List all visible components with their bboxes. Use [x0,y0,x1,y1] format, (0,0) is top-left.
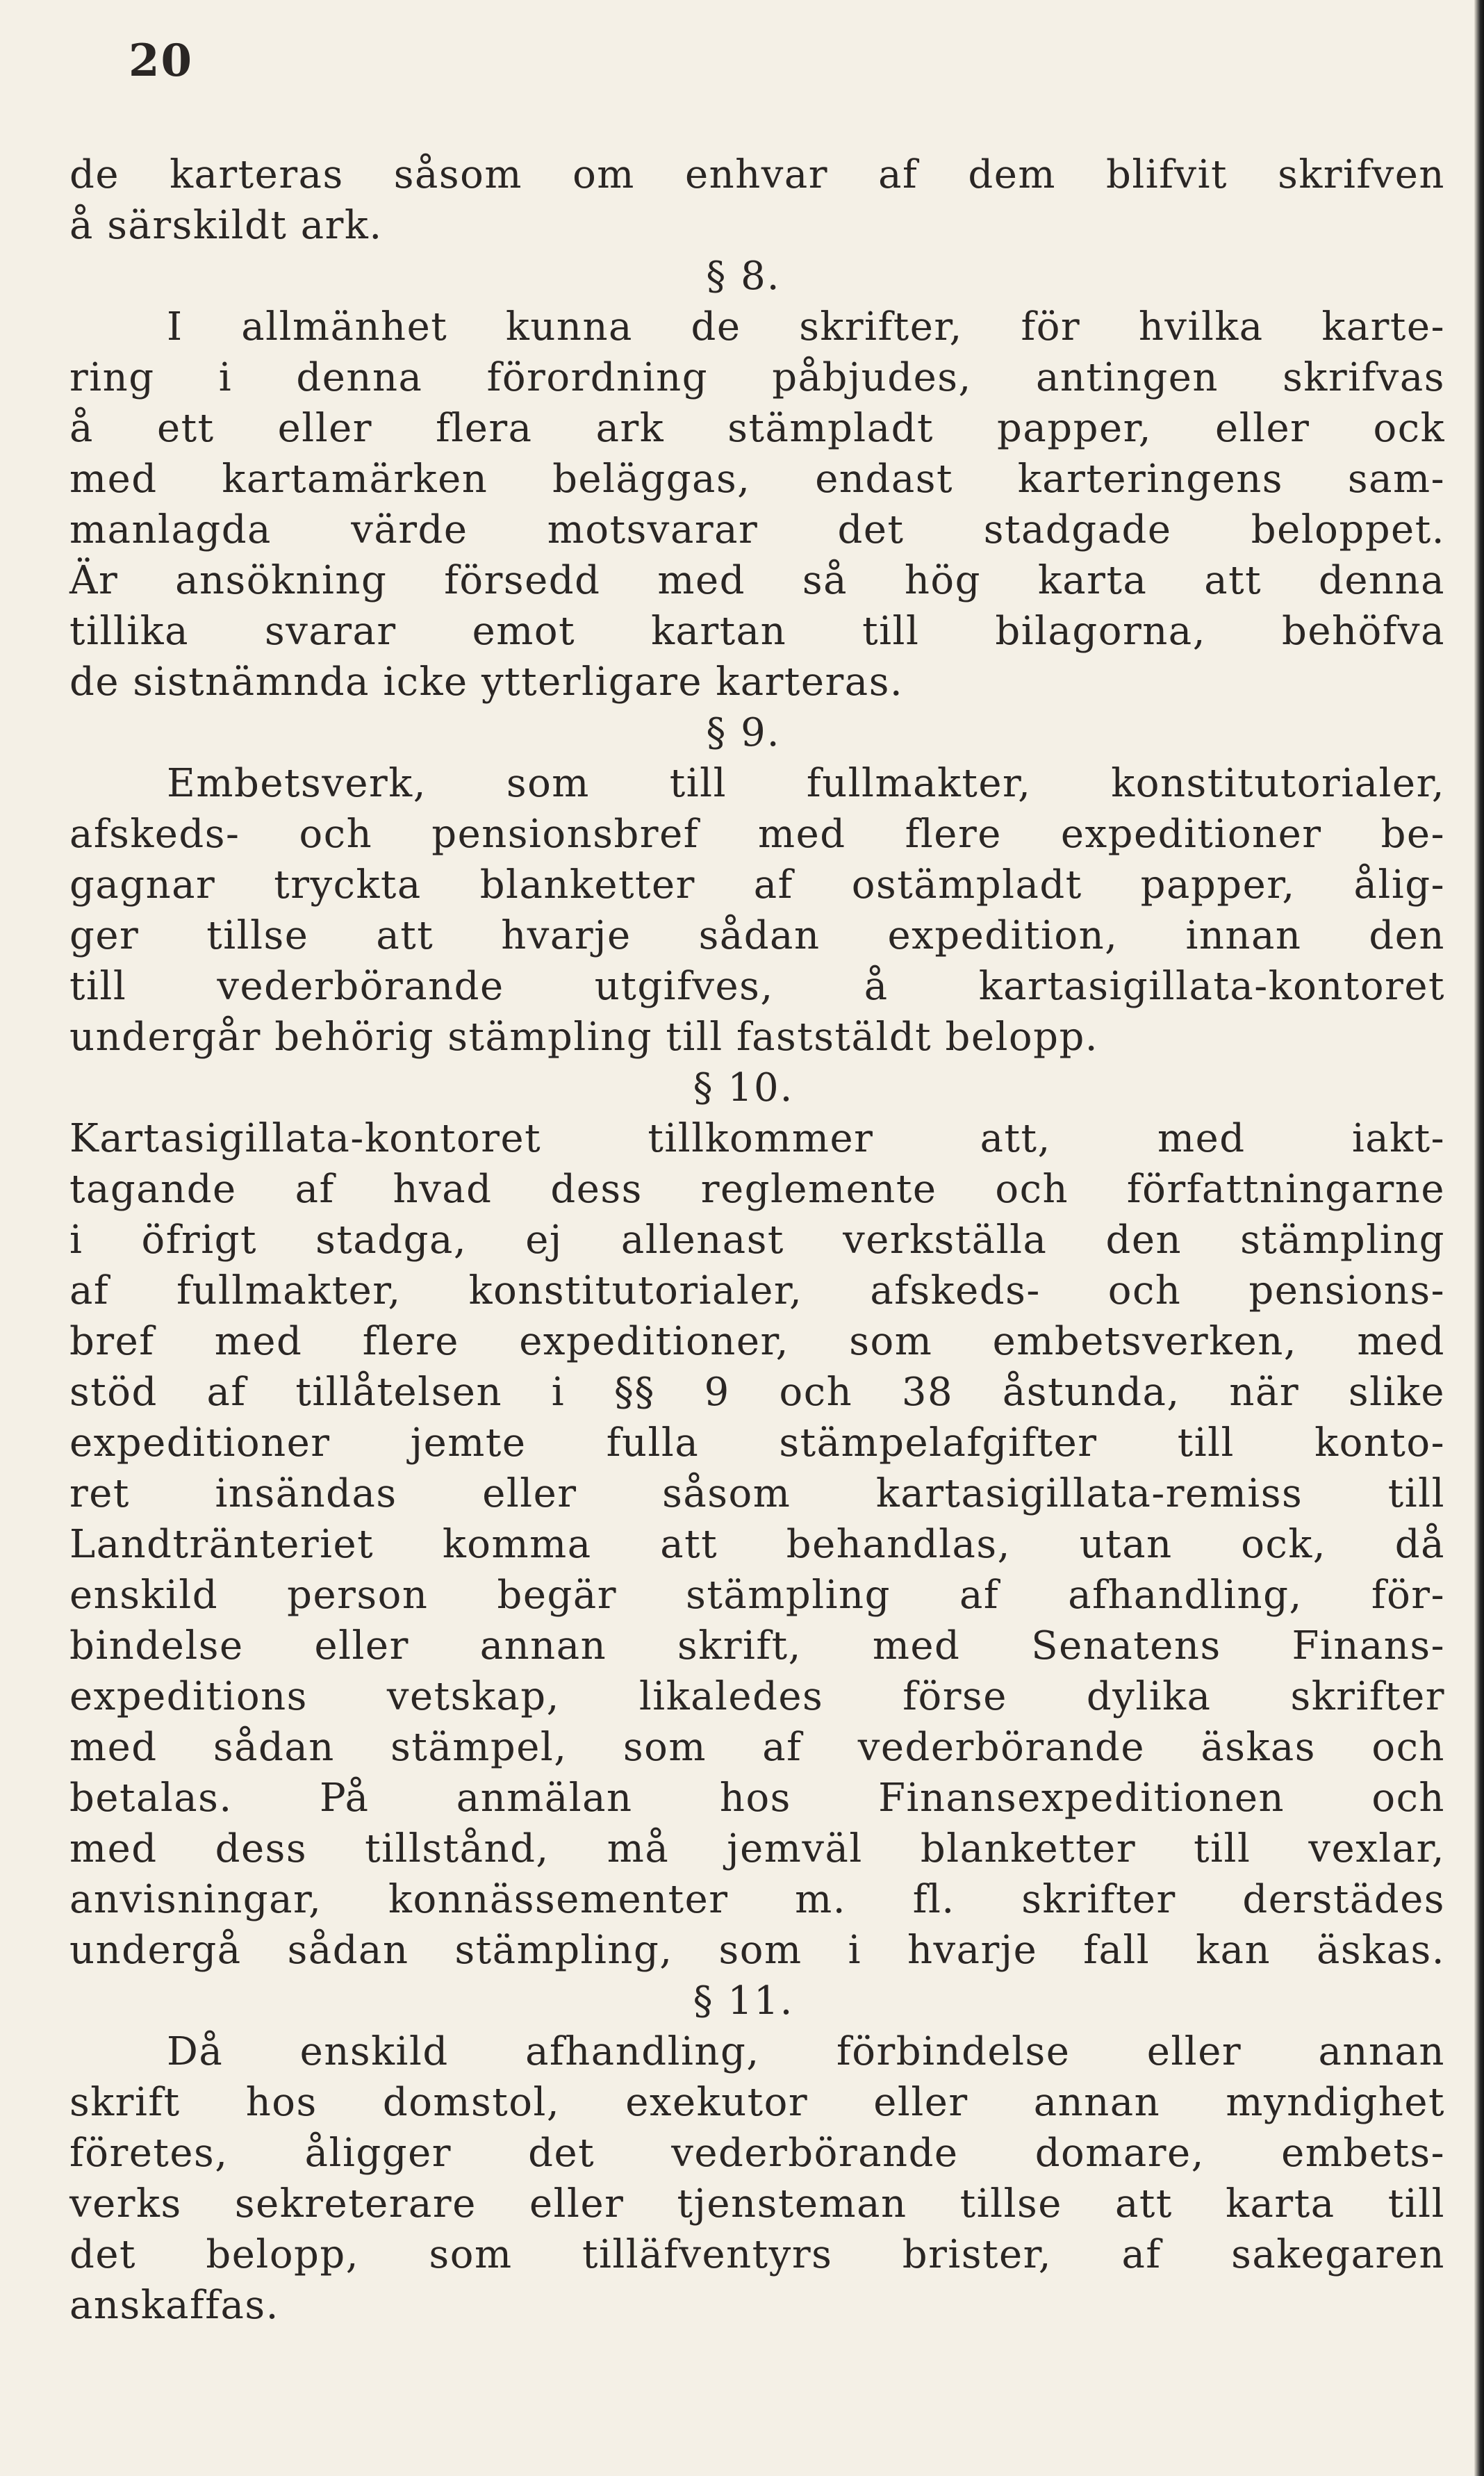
text-line: med sådan stämpel, som af vederbörande äskas och [69,1725,1445,1770]
text-line: tagande af hvad dess reglemente och författningarne [69,1167,1445,1212]
text-line: enskild person begär stämpling af afhandling, för- [69,1573,1445,1618]
section-11 [69,1976,1445,2331]
text-line: med dess tillstånd, må jemväl blanketter till vexlar, [69,1826,1445,1871]
text-line: undergår behörig stämpling till faststäldt belopp. [69,1015,1099,1060]
text-line: verks sekreterare eller tjensteman tillse att karta till [69,2181,1445,2227]
text-line: undergå sådan stämpling, som i hvarje fall kan äskas. [69,1928,1445,1973]
section-heading: § 8. [706,254,781,299]
text-line: af fullmakter, konstitutorialer, afskeds- och pensions- [69,1268,1445,1313]
text-line: expeditioner jemte fulla stämpelafgifter till konto- [69,1420,1445,1466]
section-heading: § 10. [693,1065,794,1110]
text-line: bindelse eller annan skrift, med Senatens Finans- [69,1623,1445,1669]
page-edge-shadow [1474,0,1484,2476]
text-line: Kartasigillata-kontoret tillkommer att, med iakt- [69,1116,1445,1161]
text-line: stöd af tillåtelsen i §§ 9 och 38 åstunda, när slike [69,1370,1445,1415]
page-number: 20 [129,35,194,87]
section-10 [69,1063,1445,1976]
body-text [69,149,1445,2331]
section-heading: § 11. [693,1978,794,2024]
text-line: Är ansökning försedd med så hög karta att denna [69,558,1445,603]
text-line: afskeds- och pensionsbref med flere expeditioner be- [69,812,1445,857]
text-line: till vederbörande utgifves, å kartasigillata-kontoret [69,964,1445,1009]
text-line: bref med flere expeditioner, som embetsverken, med [69,1319,1445,1364]
text-line: anvisningar, konnässementer m. fl. skrifter derstädes [69,1877,1445,1922]
text-line: gagnar tryckta blanketter af ostämpladt papper, ålig- [69,862,1445,908]
text-line: I allmänhet kunna de skrifter, för hvilka karte- [167,304,1445,350]
text-line: med kartamärken beläggas, endast karteringens sam- [69,457,1445,502]
text-line: i öfrigt stadga, ej allenast verkställa den stämpling [69,1217,1445,1263]
text-line: skrift hos domstol, exekutor eller annan myndighet [69,2080,1445,2125]
section-8 [69,251,1445,707]
text-line: manlagda värde motsvarar det stadgade beloppet. [69,507,1445,552]
text-line: ring i denna förordning påbjudes, antingen skrifvas [69,355,1445,400]
text-line: å ett eller flera ark stämpladt papper, eller ock [69,406,1445,451]
text-line: Landtränteriet komma att behandlas, utan ock, då [69,1522,1445,1567]
text-line: de sistnämnda icke ytterligare karteras. [69,659,904,705]
text-line: företes, åligger det vederbörande domare, embets- [69,2131,1445,2176]
text-line: tillika svarar emot kartan till bilagorna, behöfva [69,609,1445,654]
text-line: ger tillse att hvarje sådan expedition, innan den [69,913,1445,958]
text-line: de karteras såsom om enhvar af dem blifvit skrifven [69,152,1445,197]
section-heading: § 9. [706,710,781,755]
section-9 [69,707,1445,1063]
text-line: å särskildt ark. [69,203,383,248]
text-line: Embetsverk, som till fullmakter, konstitutorialer, [167,761,1445,806]
paragraph-continuation [69,149,1445,251]
text-line: anskaffas. [69,2283,279,2328]
text-line: expeditions vetskap, likaledes förse dylika skrifter [69,1674,1445,1719]
text-line: Då enskild afhandling, förbindelse eller annan [167,2029,1445,2074]
text-line: ret insändas eller såsom kartasigillata-remiss till [69,1471,1445,1516]
text-line: betalas. På anmälan hos Finansexpeditionen och [69,1776,1445,1821]
text-line: det belopp, som tilläfventyrs brister, af sakegaren [69,2232,1445,2277]
